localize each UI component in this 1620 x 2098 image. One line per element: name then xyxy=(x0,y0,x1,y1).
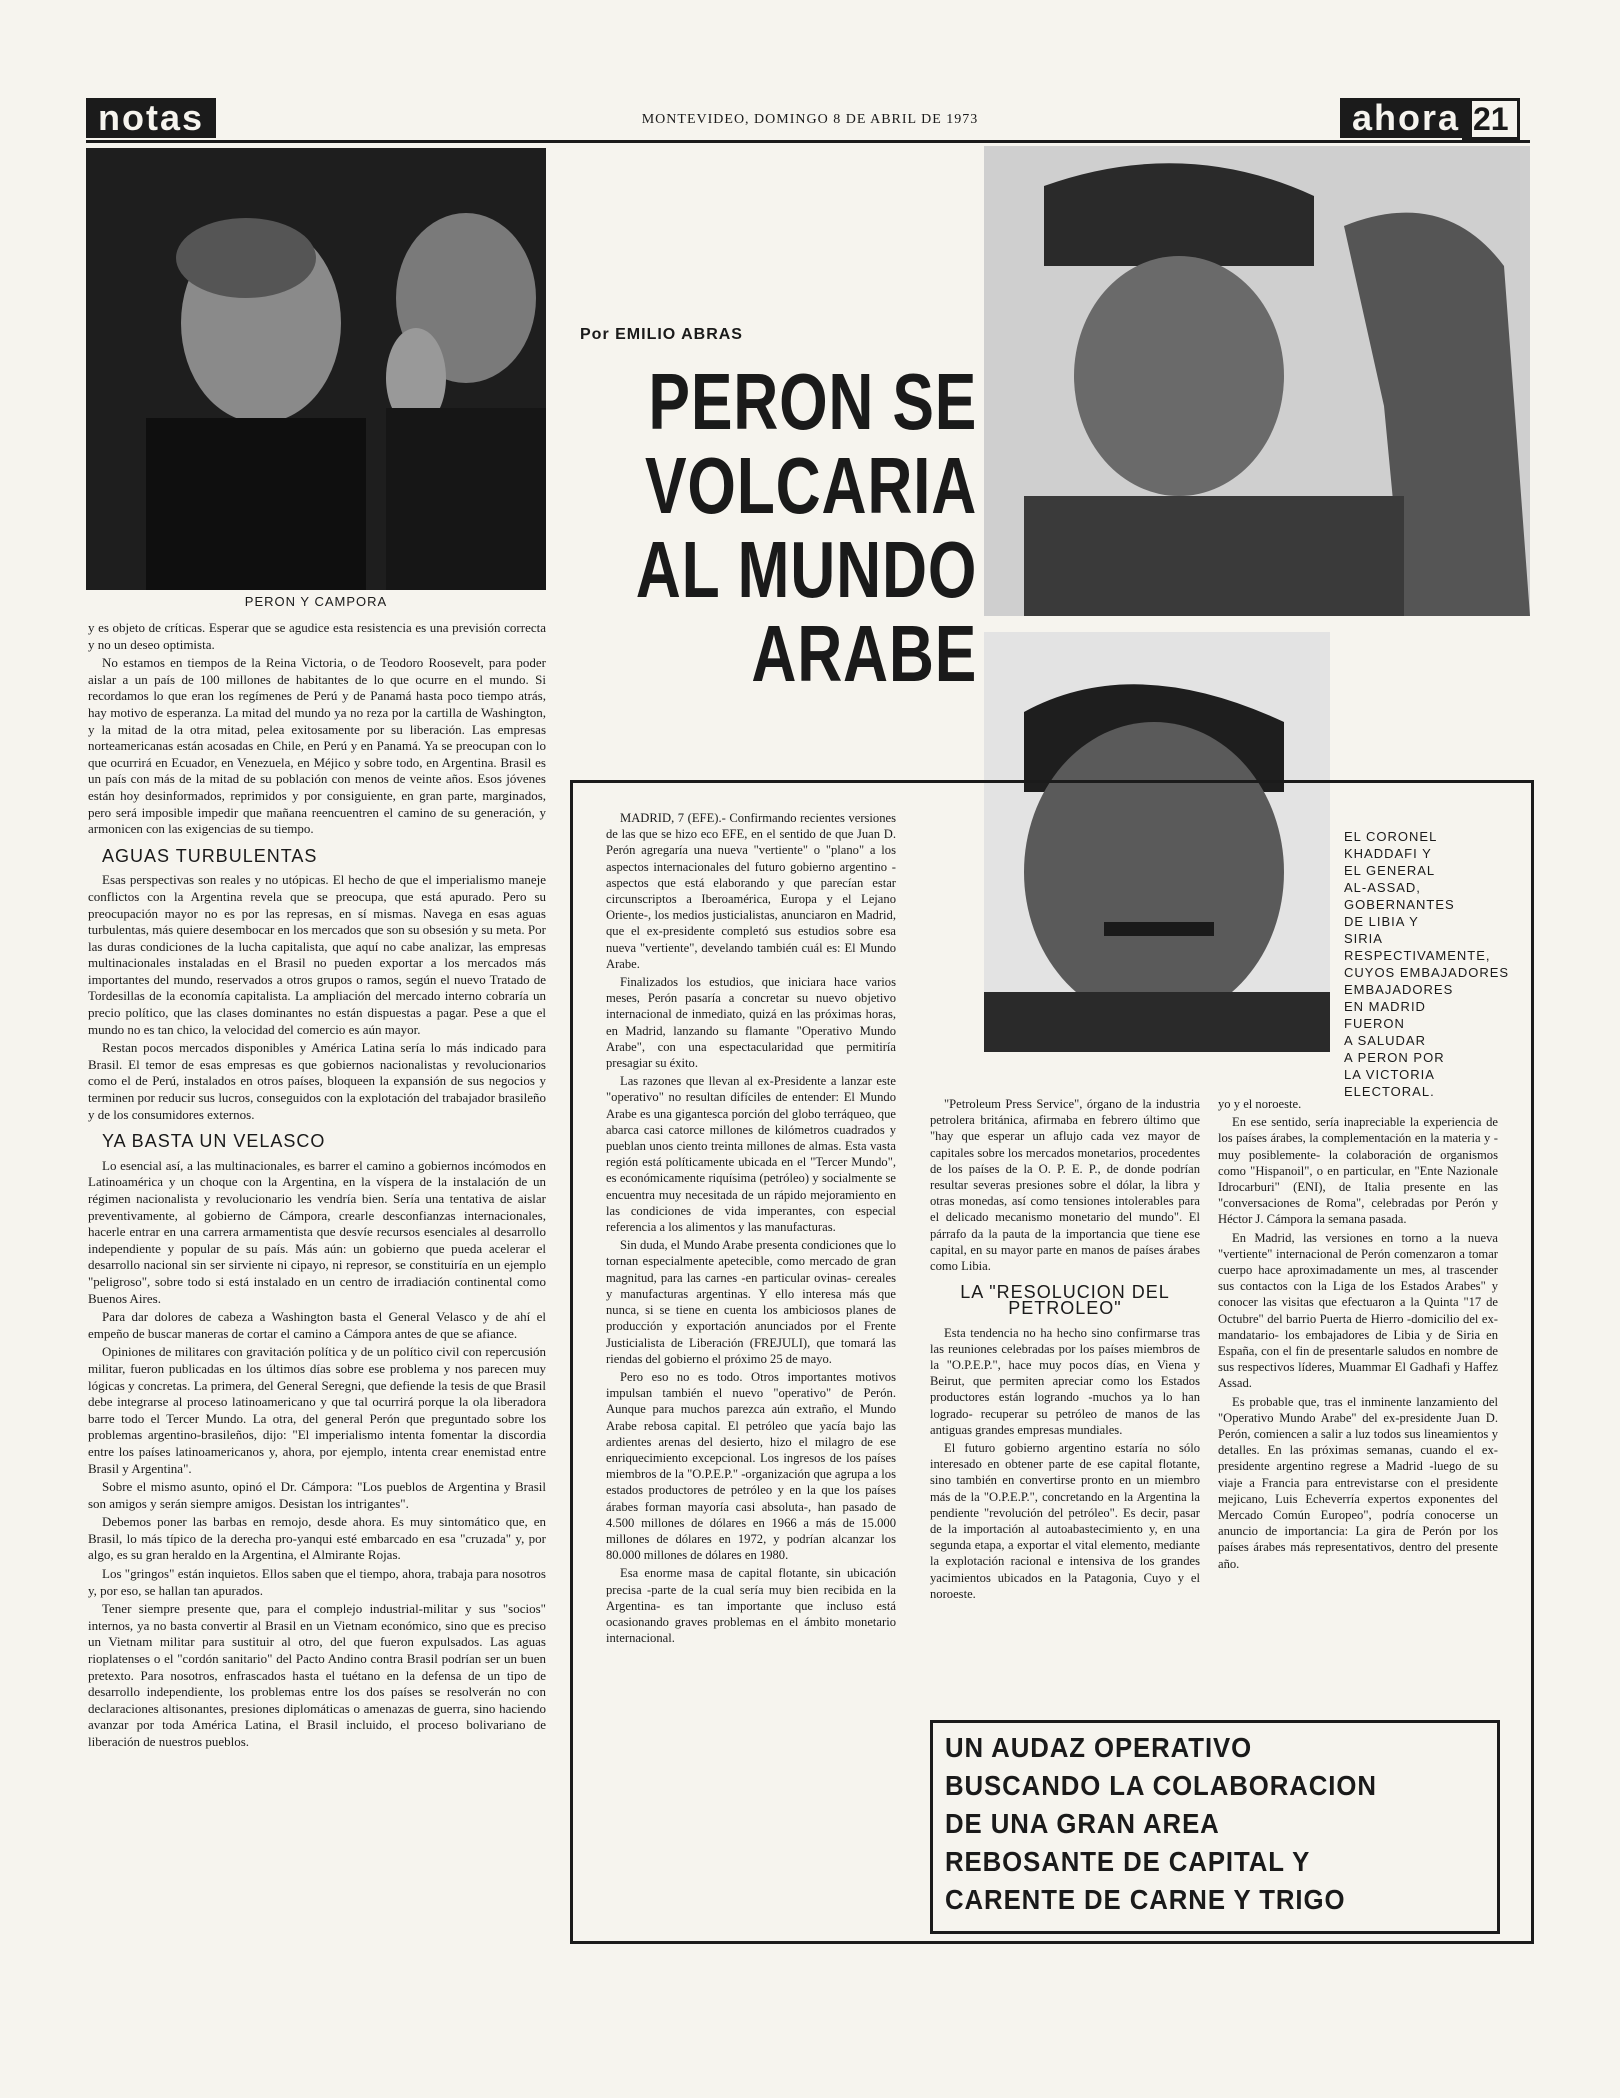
column-left xyxy=(88,620,546,1940)
column-article-3 xyxy=(1218,1096,1498,1716)
paragraph: Sin duda, el Mundo Arabe presenta condiciones que lo tornan especialmente apetecible, como mercado de gran magnitud, para las carnes -en particular ovinas- cereales y manufacturas argentinas. Y ello interesa más que nunca, si se tiene en cuenta los ambiciosos planes de producción y exportación anunciados por el Frente Justicialista de Liberación (FREJULI), que tomará las riendas del gobierno el próximo 25 de mayo. xyxy=(606,1238,896,1366)
caption-line: RESPECTIVAMENTE, xyxy=(1344,948,1491,963)
caption-line: EL GENERAL xyxy=(1344,863,1436,878)
paragraph: Debemos poner las barbas en remojo, desde ahora. Es muy sintomático que, en Brasil, lo más típico de la derecha pro-yanqui esté embarcado en esa "cruzada" y, por algo, es su gran heraldo en la Argentina, el Almirante Rojas. xyxy=(88,1514,546,1563)
callout-line: CARENTE DE CARNE Y TRIGO xyxy=(945,1884,1346,1915)
paragraph: yo y el noroeste. xyxy=(1218,1097,1302,1111)
photo-caption-left: PERON Y CAMPORA xyxy=(244,594,388,609)
paragraph: En ese sentido, sería inapreciable la experiencia de los países árabes, la complementación en la materia y -muy posiblemente- la colaboración de organismos como "Hispanoil", o en particular, en "Ente Nazionale Idrocarburi" (ENI), de Italia presente en las "conversaciones de Roma", celebradas por Perón y Héctor J. Cámpora la semana pasada. xyxy=(1218,1115,1498,1227)
subhead: YA BASTA UN VELASCO xyxy=(102,1131,326,1152)
paragraph: Para dar dolores de cabeza a Washington basta el General Velasco y de ahí el empeño de buscar maneras de cortar el camino a Cámpora antes de que se afiance. xyxy=(88,1309,546,1341)
paragraph: Esa enorme masa de capital flotante, sin ubicación precisa -parte de la cual sería muy bien recibida en la Argentina- es tan importante que incluso está ocasionando graves problemas en el ámbito monetario internacional. xyxy=(606,1566,896,1646)
caption-line: LA VICTORIA xyxy=(1344,1067,1435,1082)
paragraph: Tener siempre presente que, para el complejo industrial-militar y sus "socios" internos, ya no basta convertir al Brasil en un Vietnam económico, sino que es preciso un Vietnam militar para sustituir al otro, del que fueron expulsados. Las aguas rioplatenses o el "cordón sanitario" del Pacto Andino contra Brasil podrían ser un buen pretexto. Para nosotros, enfrascados hasta el tuétano en la defensa de un tipo de desarrollo independiente, los problemas entre los dos países se resolverán no con declaraciones altisonantes, presiones diplomáticas o amenazas de guerra, sino haciendo avanzar por toda América Latina, el Brasil incluido, el proceso bolivariano de liberación de nuestros pueblos. xyxy=(88,1601,546,1749)
paragraph: y es objeto de críticas. Esperar que se agudice esta resistencia es una previsión correcta y no un deseo optimista. xyxy=(88,620,546,652)
column-article-2 xyxy=(930,1096,1200,1716)
header-rule xyxy=(86,140,1530,143)
paragraph: Esta tendencia no ha hecho sino confirmarse tras las reuniones celebradas por los países miembros de la "O.P.E.P.", hace muy pocos días, en Viena y Beirut, que permiten apreciar como los Estados productores están logrando -muchos ya lo han logrado- recuperar su petróleo de manos de las antiguas grandes empresas mundiales. xyxy=(930,1325,1200,1437)
callout-line: BUSCANDO LA COLABORACION xyxy=(945,1770,1377,1801)
headline-line: ARABE xyxy=(751,609,978,698)
callout-box xyxy=(930,1720,1500,1934)
paragraph: Finalizados los estudios, que iniciara hace varios meses, Perón pasaría a concretar su nuevo objetivo internacional de inmediato, quizá en las próximas horas, en Madrid, lanzando su flamante "Operativo Mundo Arabe", con una espectacularidad que permitiría presagiar su éxito. xyxy=(606,975,896,1071)
headline-line: VOLCARIA xyxy=(645,441,978,530)
caption-line: KHADDAFI Y xyxy=(1344,846,1432,861)
dateline: MONTEVIDEO, DOMINGO 8 DE ABRIL DE 1973 xyxy=(641,112,979,127)
paragraph: Pero eso no es todo. Otros importantes motivos impulsan también el nuevo "operativo" de Perón. Aunque para muchos parezca aún extraño, el Mundo Arabe rebosa capital. El petróleo que yacía bajo las ardientes arenas del desierto, hizo el milagro de ese enriquecimiento excepcional. Los ingresos de los países miembros de la "O.P.E.P." -organización que agrupa a los estados productores de petróleo y en la que los países árabes forman mayoría casi absoluta-, han pasado de 4.500 millones de dólares en 1966 a más de 15.000 millones de dólares en 1972, y podrían alcanzar los 80.000 millones de dólares en 1980. xyxy=(606,1369,896,1563)
byline: Por EMILIO ABRAS xyxy=(580,326,743,343)
callout-line: DE UNA GRAN AREA xyxy=(945,1808,1220,1839)
headline-line: AL MUNDO xyxy=(635,525,978,614)
paragraph: El futuro gobierno argentino estaría no sólo interesado en obtener parte de ese capital flotante, sino también en convertirse pronto en un miembro más de la "O.P.E.P.", concretando en la Argentina la pendiente "revolución del petróleo". Es decir, pasar de la importación al autoabastecimiento y, en una segunda etapa, a exportar el vital elemento, mediante la explotación racional e intensiva de los grandes yacimientos ubicados en la Patagonia, Cuyo y el noroeste. xyxy=(930,1441,1200,1601)
caption-line: EN MADRID xyxy=(1344,999,1426,1014)
photo-khaddafi xyxy=(984,146,1530,616)
caption-line: CUYOS EMBAJADORES xyxy=(1344,965,1510,980)
paragraph: Esas perspectivas son reales y no utópicas. El hecho de que el imperialismo maneje conflictos con la Argentina revela que se preocupa, que está apurado. Pero su preocupación mayor no es por las represas, en sí mismas. Navega en esas aguas turbulentas, más quiere desembocar en los mercados que son su obsesión y su meta. Por las duras condiciones de la lucha capitalista, que aquí no cabe analizar, las empresas multinacionales instaladas en el Brasil no pueden exportar a los mercados más importantes del mundo, reservados a otros grupos o ramos, según el nuevo Tratado de Tordesillas de la economía capitalista. La ampliación del mercado interno cobraría un precio político, que las clases dominantes no están dispuestas a pagar. Pese a que el mundo no es tan chico, la velocidad del comercio es aún mayor. xyxy=(88,872,546,1037)
paragraph: Lo esencial así, a las multinacionales, es barrer el camino a gobiernos incómodos en Latinoamérica y un choque con la Argentina, en la víspera de la instalación de un régimen nacionalista y revolucionario les vendría bien. Sería una tentativa de aislar preventivamente, al gobierno de Cámpora, crearle desconfianzas internacionales, hacerle entrar en una carrera armamentista que desvíe recursos esenciales al desarrollo independiente y popular de su país. Más aún: un gobierno que pueda acelerar el desarrollo nacional sin ser sirviente ni cipayo, ni represor, se constituiría en un ejemplo "peligroso", sobre todo si está instalado en un centro de irradiación continental como Buenos Aires. xyxy=(88,1157,546,1306)
paragraph: Sobre el mismo asunto, opinó el Dr. Cámpora: "Los pueblos de Argentina y Brasil son amigos y serán siempre amigos. Desistan los intrigantes". xyxy=(88,1479,546,1511)
paragraph: Es probable que, tras el inminente lanzamiento del "Operativo Mundo Arabe" del ex-presidente Juan D. Perón, comiencen a salir a luz todos sus lineamientos y detalles. En las próximas semanas, cuando el ex-presidente argentino regrese a Madrid -luego de su viaje a Francia para entrevistarse con el presidente mejicano, Luis Echeverría expertos exponentes del Mercado Común Europeo", podría conocerse un anuncio de importancia: La gira de Perón por los países árabes más representativos, dentro del presente año. xyxy=(1218,1394,1498,1571)
paragraph: Opiniones de militares con gravitación política y de un político civil con repercusión militar, fueron publicadas en los últimos días sobre ese problema y nos parecen muy lógicas y concretas. La primera, del General Seregni, que defiende la tesis de que Brasil debe integrarse al proceso latinoamericano y que tal ocurrirá porque la ola liberadora barre todo el Tercer Mundo. La otra, del general Perón que preguntado sobre los problemas argentino-brasileños, dijo: "El imperialismo intenta fomentar la discordia entre los países latinoamericanos y, ahora, por ejemplo, intenta crear enemistad entre Brasil y Argentina". xyxy=(88,1344,546,1476)
paragraph: "Petroleum Press Service", órgano de la industria petrolera británica, afirmaba en febrero último que "hay que esperar un aflujo cada vez mayor de capitales sobre los mercados monetarios, procedentes de los países de la O. P. E. P., de donde podrían resultar severas presiones sobre el dólar, la libra y otras monedas, así como tensiones intolerables para el delicado mecanismo monetario del mundo". El párrafo da la pauta de la importancia que tiene ese capital, en su mayor parte en manos de países árabes como Libia. xyxy=(930,1097,1200,1274)
page-number: 21 xyxy=(1462,98,1520,140)
photo-peron-campora xyxy=(86,148,546,590)
caption-line: GOBERNANTES xyxy=(1344,897,1455,912)
callout-line: UN AUDAZ OPERATIVO xyxy=(945,1732,1253,1763)
paragraph: Las razones que llevan al ex-Presidente a lanzar este "operativo" no resultan difíciles de entender: El Mundo Arabe es una gigantesca porción del globo terráqueo, que abarca casi catorce millones de kilómetros cuadrados y pueblan unos ciento treinta millones de almas. Esta vasta región está políticamente ubicada en el "Tercer Mundo", es económicamente riquísima (petróleo) y socialmente se encuentra muy necesitada de un rápido mejoramiento en las condiciones de vida imperantes, con especial referencia a los alimentos y las manufacturas. xyxy=(606,1074,896,1235)
caption-line: DE LIBIA Y xyxy=(1344,914,1419,929)
column-article-1 xyxy=(606,810,896,1930)
paragraph: No estamos en tiempos de la Reina Victoria, o de Teodoro Roosevelt, para poder aislar a un país de 100 millones de habitantes de lo que ocurre en el mundo. Si recordamos lo que eran los regímenes de Perú y de Panamá hasta poco tiempo atrás, hay motivo de esperanza. La mitad del mundo ya no reza por la cartilla de Washington, y la mitad de la otra mitad, pelea exitosamente por su liberación. Las empresas norteamericanas están acosadas en Chile, en Perú y en Panamá. Ya se preocupan con lo que ocurrirá en Ecuador, en Venezuela, en Méjico y sobre todo, en Argentina. Brasil es un país con más de la mitad de su población con menos de veinte años. Esos jóvenes están hoy desinformados, reprimidos y por consiguiente, en gran parte, marginados, pero será imposible impedir que mañana reencuentren el camino de su generación, y armonicen con las exigencias de su tiempo. xyxy=(88,655,546,837)
masthead-brand: ahora xyxy=(1340,98,1472,138)
paragraph: MADRID, 7 (EFE).- Confirmando recientes versiones de las que se hizo eco EFE, en el sentido de que Juan D. Perón agregaría una nueva "vertiente" o "plano" a los aspectos internacionales del futuro gobierno argentino -aspectos que está elaborando y que parecían estar circunscriptos a Iberoamérica, Europa y el Lejano Oriente-, los medios justicialistas, anunciaron en Madrid, que el ex-presidente completó sus estudios sobre esa nueva "vertiente", develando también cuál es: El Mundo Arabe. xyxy=(606,811,896,971)
caption-line: EL CORONEL xyxy=(1344,829,1438,844)
caption-line: A PERON POR xyxy=(1344,1050,1445,1065)
caption-line: A SALUDAR xyxy=(1344,1033,1426,1048)
caption-line: FUERON xyxy=(1344,1016,1405,1031)
paragraph: Restan pocos mercados disponibles y América Latina sería lo más indicado para Brasil. El temor de esas empresas es que gobiernos nacionalistas y revolucionarios como el de Perú, instalados en otros países, bloqueen la expansión de sus negocios y terminen por reducir sus lucros, conseguidos con la explotación del trabajador brasileño y de los consumidores externos. xyxy=(88,1040,546,1122)
caption-line: SIRIA xyxy=(1344,931,1383,946)
caption-line: EMBAJADORES xyxy=(1344,982,1454,997)
caption-line: ELECTORAL. xyxy=(1344,1084,1435,1099)
caption-line: AL-ASSAD, xyxy=(1344,880,1421,895)
subhead: AGUAS TURBULENTAS xyxy=(102,845,318,866)
callout-line: REBOSANTE DE CAPITAL Y xyxy=(945,1846,1311,1877)
subhead: LA "RESOLUCION DEL PETROLEO" xyxy=(960,1282,1170,1319)
headline xyxy=(577,357,978,698)
paragraph: En Madrid, las versiones en torno a la nueva "vertiente" internacional de Perón comenzaron a tomar cuerpo hace aproximadamente un mes, al trascender sus contactos con la Liga de los Estados Arabes" y conocer las visitas que efectuaron a la Quinta "17 de Octubre" del barrio Puerta de Hierro -domicilio del ex-mandatario- los embajadores de Libia y de Siria en España, con el fin de presentarle saludos en nombre de sus respectivos líderes, Muammar El Gadhafi y Haffez Assad. xyxy=(1218,1230,1498,1391)
headline-line: PERON SE xyxy=(648,357,978,446)
paragraph: Los "gringos" están inquietos. Ellos saben que el tiempo, ahora, trabaja para nosotros y, por eso, se hallan tan apurados. xyxy=(88,1566,546,1598)
section-label: notas xyxy=(86,98,216,138)
